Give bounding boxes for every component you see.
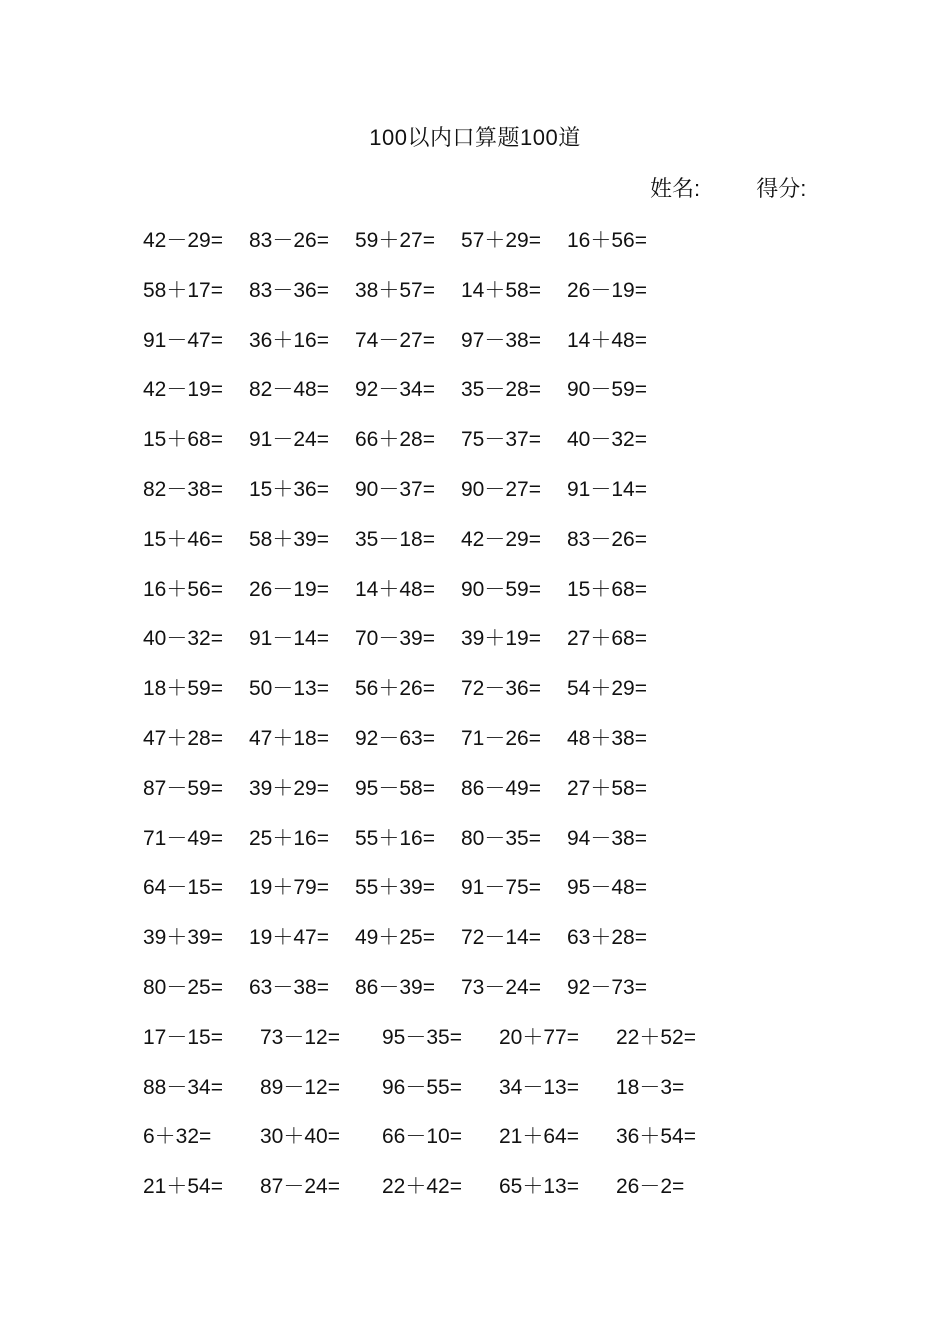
arithmetic-problem: 26－2= xyxy=(616,1175,685,1199)
arithmetic-problem: 96－55= xyxy=(382,1075,462,1099)
arithmetic-problem: 92－73= xyxy=(567,976,647,999)
arithmetic-problem: 39＋29= xyxy=(249,776,329,800)
arithmetic-problem: 14＋58= xyxy=(461,278,541,302)
arithmetic-problem: 83－26= xyxy=(249,229,329,252)
arithmetic-problem: 87－59= xyxy=(143,776,223,800)
score-label: 得分: xyxy=(756,176,807,201)
arithmetic-problem: 50－13= xyxy=(249,677,329,701)
arithmetic-problem: 63＋28= xyxy=(567,926,647,950)
arithmetic-problem: 15＋68= xyxy=(567,577,647,601)
arithmetic-problem: 65＋13= xyxy=(499,1175,579,1199)
arithmetic-problem: 55＋39= xyxy=(355,876,435,900)
arithmetic-problem: 56＋26= xyxy=(355,677,435,701)
arithmetic-problem: 80－25= xyxy=(143,976,223,999)
arithmetic-problem: 92－63= xyxy=(355,727,435,750)
arithmetic-problem: 86－49= xyxy=(461,776,541,800)
arithmetic-problem: 80－35= xyxy=(461,826,541,850)
arithmetic-problem: 25＋16= xyxy=(249,826,329,850)
arithmetic-problem: 15＋68= xyxy=(143,428,223,452)
arithmetic-problem: 72－14= xyxy=(461,926,541,950)
arithmetic-problem: 82－48= xyxy=(249,378,329,402)
arithmetic-problem: 95－58= xyxy=(355,776,435,800)
arithmetic-problem: 86－39= xyxy=(355,976,435,999)
arithmetic-problem: 34－13= xyxy=(499,1075,579,1099)
arithmetic-problem: 21＋54= xyxy=(143,1175,223,1199)
arithmetic-problem: 57＋29= xyxy=(461,229,541,252)
arithmetic-problem: 36＋54= xyxy=(616,1125,696,1149)
arithmetic-problem: 73－12= xyxy=(260,1025,340,1049)
arithmetic-problem: 6＋32= xyxy=(143,1125,212,1149)
arithmetic-problem: 55＋16= xyxy=(355,826,435,850)
arithmetic-problem: 63－38= xyxy=(249,976,329,999)
arithmetic-problem: 73－24= xyxy=(461,976,541,999)
arithmetic-problem: 88－34= xyxy=(143,1075,223,1099)
arithmetic-problem: 72－36= xyxy=(461,677,541,701)
arithmetic-problem: 15＋46= xyxy=(143,527,223,551)
arithmetic-problem: 58＋17= xyxy=(143,278,223,302)
arithmetic-problem: 66＋28= xyxy=(355,428,435,452)
arithmetic-problem: 71－26= xyxy=(461,727,541,750)
arithmetic-problem: 47＋28= xyxy=(143,727,223,750)
arithmetic-problem: 54＋29= xyxy=(567,677,647,701)
arithmetic-problem: 40－32= xyxy=(567,428,647,452)
arithmetic-problem: 64－15= xyxy=(143,876,223,900)
arithmetic-problem: 27＋68= xyxy=(567,627,647,651)
arithmetic-problem: 38＋57= xyxy=(355,278,435,302)
arithmetic-problem: 94－38= xyxy=(567,826,647,850)
arithmetic-problem: 89－12= xyxy=(260,1075,340,1099)
arithmetic-problem: 14＋48= xyxy=(355,577,435,601)
arithmetic-problem: 90－59= xyxy=(567,378,647,402)
arithmetic-problem: 58＋39= xyxy=(249,527,329,551)
arithmetic-problem: 35－28= xyxy=(461,378,541,402)
page-title: 100以内口算题100道 xyxy=(369,125,581,150)
arithmetic-problem: 59＋27= xyxy=(355,229,435,252)
arithmetic-problem: 95－35= xyxy=(382,1025,462,1049)
arithmetic-problem: 20＋77= xyxy=(499,1025,579,1049)
arithmetic-problem: 66－10= xyxy=(382,1125,462,1149)
arithmetic-problem: 91－24= xyxy=(249,428,329,452)
arithmetic-problem: 91－14= xyxy=(249,627,329,651)
arithmetic-problem: 92－34= xyxy=(355,378,435,402)
arithmetic-problem: 90－27= xyxy=(461,478,541,501)
arithmetic-problem: 70－39= xyxy=(355,627,435,651)
arithmetic-problem: 83－26= xyxy=(567,527,647,551)
arithmetic-problem: 19＋79= xyxy=(249,876,329,900)
arithmetic-problem: 18－3= xyxy=(616,1075,685,1099)
arithmetic-problem: 91－47= xyxy=(143,328,223,352)
arithmetic-problem: 26－19= xyxy=(567,278,647,302)
arithmetic-problem: 22＋42= xyxy=(382,1175,462,1199)
arithmetic-problem: 90－59= xyxy=(461,577,541,601)
arithmetic-problem: 83－36= xyxy=(249,278,329,302)
arithmetic-problem: 15＋36= xyxy=(249,478,329,501)
arithmetic-problem: 95－48= xyxy=(567,876,647,900)
arithmetic-problem: 47＋18= xyxy=(249,727,329,750)
arithmetic-problem: 27＋58= xyxy=(567,776,647,800)
arithmetic-problem: 82－38= xyxy=(143,478,223,501)
arithmetic-problem: 87－24= xyxy=(260,1175,340,1199)
arithmetic-problem: 91－75= xyxy=(461,876,541,900)
arithmetic-problem: 42－29= xyxy=(461,527,541,551)
arithmetic-problem: 39＋39= xyxy=(143,926,223,950)
arithmetic-problem: 30＋40= xyxy=(260,1125,340,1149)
arithmetic-problem: 16＋56= xyxy=(567,229,647,252)
arithmetic-problem: 71－49= xyxy=(143,826,223,850)
student-info xyxy=(650,172,806,203)
arithmetic-problem: 42－19= xyxy=(143,378,223,402)
arithmetic-problem: 17－15= xyxy=(143,1025,223,1049)
arithmetic-problem: 75－37= xyxy=(461,428,541,452)
arithmetic-problem: 42－29= xyxy=(143,229,223,252)
arithmetic-problem: 49＋25= xyxy=(355,926,435,950)
arithmetic-problem: 74－27= xyxy=(355,328,435,352)
arithmetic-problem: 39＋19= xyxy=(461,627,541,651)
arithmetic-problem: 21＋64= xyxy=(499,1125,579,1149)
arithmetic-problem: 36＋16= xyxy=(249,328,329,352)
arithmetic-problem: 91－14= xyxy=(567,478,647,501)
name-label: 姓名: xyxy=(650,176,701,201)
arithmetic-problem: 26－19= xyxy=(249,577,329,601)
arithmetic-problem: 90－37= xyxy=(355,478,435,501)
arithmetic-problem: 14＋48= xyxy=(567,328,647,352)
arithmetic-problem: 97－38= xyxy=(461,328,541,352)
arithmetic-problem: 19＋47= xyxy=(249,926,329,950)
arithmetic-problem: 48＋38= xyxy=(567,727,647,750)
arithmetic-problem: 18＋59= xyxy=(143,677,223,701)
arithmetic-problem: 22＋52= xyxy=(616,1025,696,1049)
arithmetic-problem: 16＋56= xyxy=(143,577,223,601)
arithmetic-problem: 35－18= xyxy=(355,527,435,551)
arithmetic-problem: 40－32= xyxy=(143,627,223,651)
